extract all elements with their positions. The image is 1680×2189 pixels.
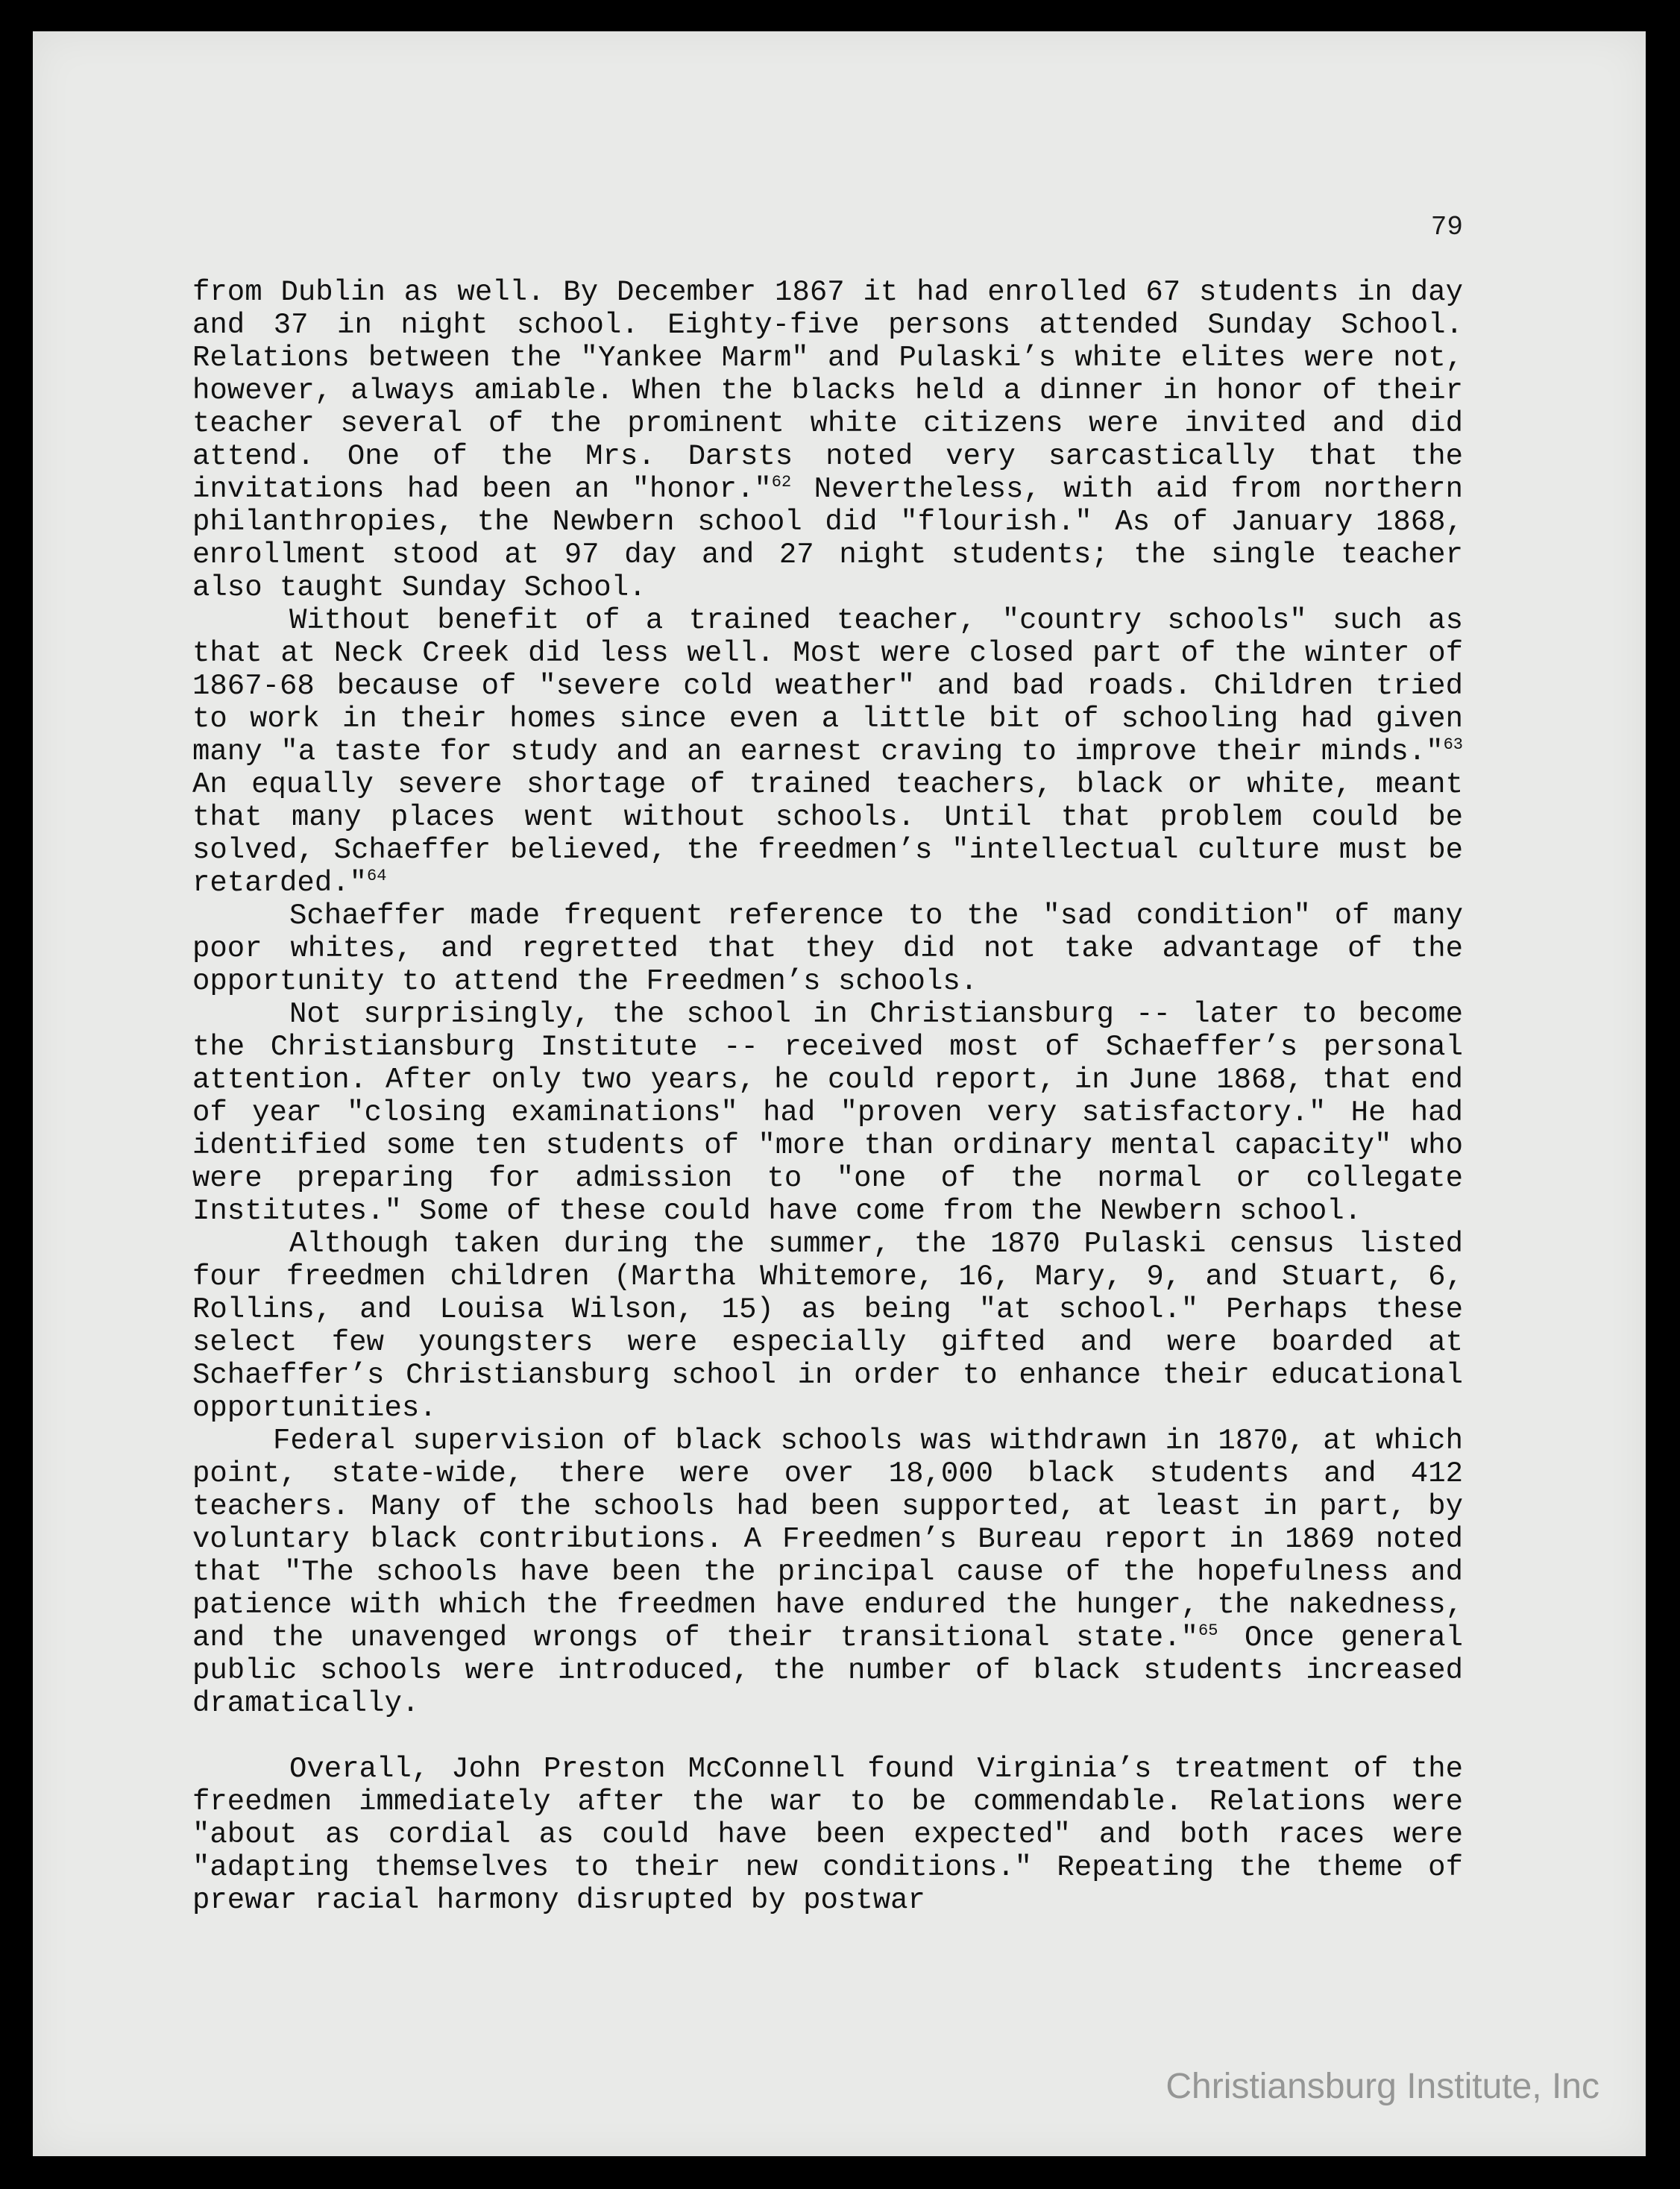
paragraph-6 <box>192 1425 1463 1720</box>
paragraph-text: Without benefit of a trained teacher, "country schools" such as that at Neck Creek did less well. Most were closed part of the winter of 1867-68 because of "severe cold weather" and bad roads. Children tried to work in their homes since even a little bit of schooling had given many "a taste for study and an earnest craving to improve their minds." <box>192 604 1463 768</box>
paragraph-text: from Dublin as well. By December 1867 it had enrolled 67 students in day and 37 in night school. Eighty-five persons attended Sunday School. Relations between the "Yankee Marm" and Pulaski’s white elites were not, however, always amiable. When the blacks held a dinner in honor of their teacher several of the prominent white citizens were invited and did attend. One of the Mrs. Darsts noted very sarcastically that the invitations had been an "honor." <box>192 276 1463 506</box>
paragraph-2 <box>192 604 1463 899</box>
paragraph-text: Schaeffer made frequent reference to the "sad condition" of many poor whites, and regretted that they did not take advantage of the opportunity to attend the Freedmen’s schools. <box>192 899 1463 998</box>
footnote-ref-64: 64 <box>367 867 387 885</box>
paragraph-text: Overall, John Preston McConnell found Virginia’s treatment of the freedmen immediately after the war to be commendable. Relations were "about as cordial as could have been expected" and both races were "adapting themselves to their new conditions." Repeating the theme of prewar racial harmony disrupted by postwar <box>192 1753 1463 1917</box>
footnote-ref-63: 63 <box>1443 735 1463 754</box>
footnote-ref-62: 62 <box>771 473 792 491</box>
paragraph-1 <box>192 276 1463 604</box>
paragraph-text: Once general public schools were introduced, the number of black students increased dramatically. <box>192 1621 1463 1720</box>
paragraph-text: Not surprisingly, the school in Christiansburg -- later to become the Christiansburg Institute -- received most of Schaeffer’s personal attention. After only two years, he could report, in June 1868, that end of year "closing examinations" had "proven very satisfactory." He had identified some ten students of "more than ordinary mental capacity" who were preparing for admission to "one of the normal or collegate Institutes." Some of these could have come from the Newbern school. <box>192 998 1463 1228</box>
paragraph-text: An equally severe shortage of trained teachers, black or white, meant that many places went without schools. Until that problem could be solved, Schaeffer believed, the freedmen’s "intellectual culture must be retarded." <box>192 768 1463 899</box>
body-text <box>192 276 1463 1917</box>
paragraph-3 <box>192 899 1463 998</box>
paragraph-4 <box>192 998 1463 1228</box>
page-number: 79 <box>1430 212 1463 242</box>
paragraph-text: Although taken during the summer, the 1870 Pulaski census listed four freedmen children (Martha Whitemore, 16, Mary, 9, and Stuart, 6, Rollins, and Louisa Wilson, 15) as being "at school." Perhaps these select few youngsters were especially gifted and were boarded at Schaeffer’s Christiansburg school in order to enhance their educational opportunities. <box>192 1228 1463 1425</box>
paragraph-text: Nevertheless, with aid from northern philanthropies, the Newbern school did "flourish." As of January 1868, enrollment stood at 97 day and 27 night students; the single teacher also taught Sunday School. <box>192 473 1463 604</box>
paragraph-7 <box>192 1753 1463 1917</box>
paragraph-5 <box>192 1228 1463 1425</box>
paragraph-text: Federal supervision of black schools was withdrawn in 1870, at which point, state-wide, there were over 18,000 black students and 412 teachers. Many of the schools had been supported, at least in part, by voluntary black contributions. A Freedmen’s Bureau report in 1869 noted that "The schools have been the principal cause of the hopefulness and patience with which the freedmen have endured the hunger, the nakedness, and the unavenged wrongs of their transitional state." <box>192 1425 1463 1654</box>
watermark: Christiansburg Institute, Inc <box>1165 2067 1599 2106</box>
footnote-ref-65: 65 <box>1198 1621 1218 1640</box>
